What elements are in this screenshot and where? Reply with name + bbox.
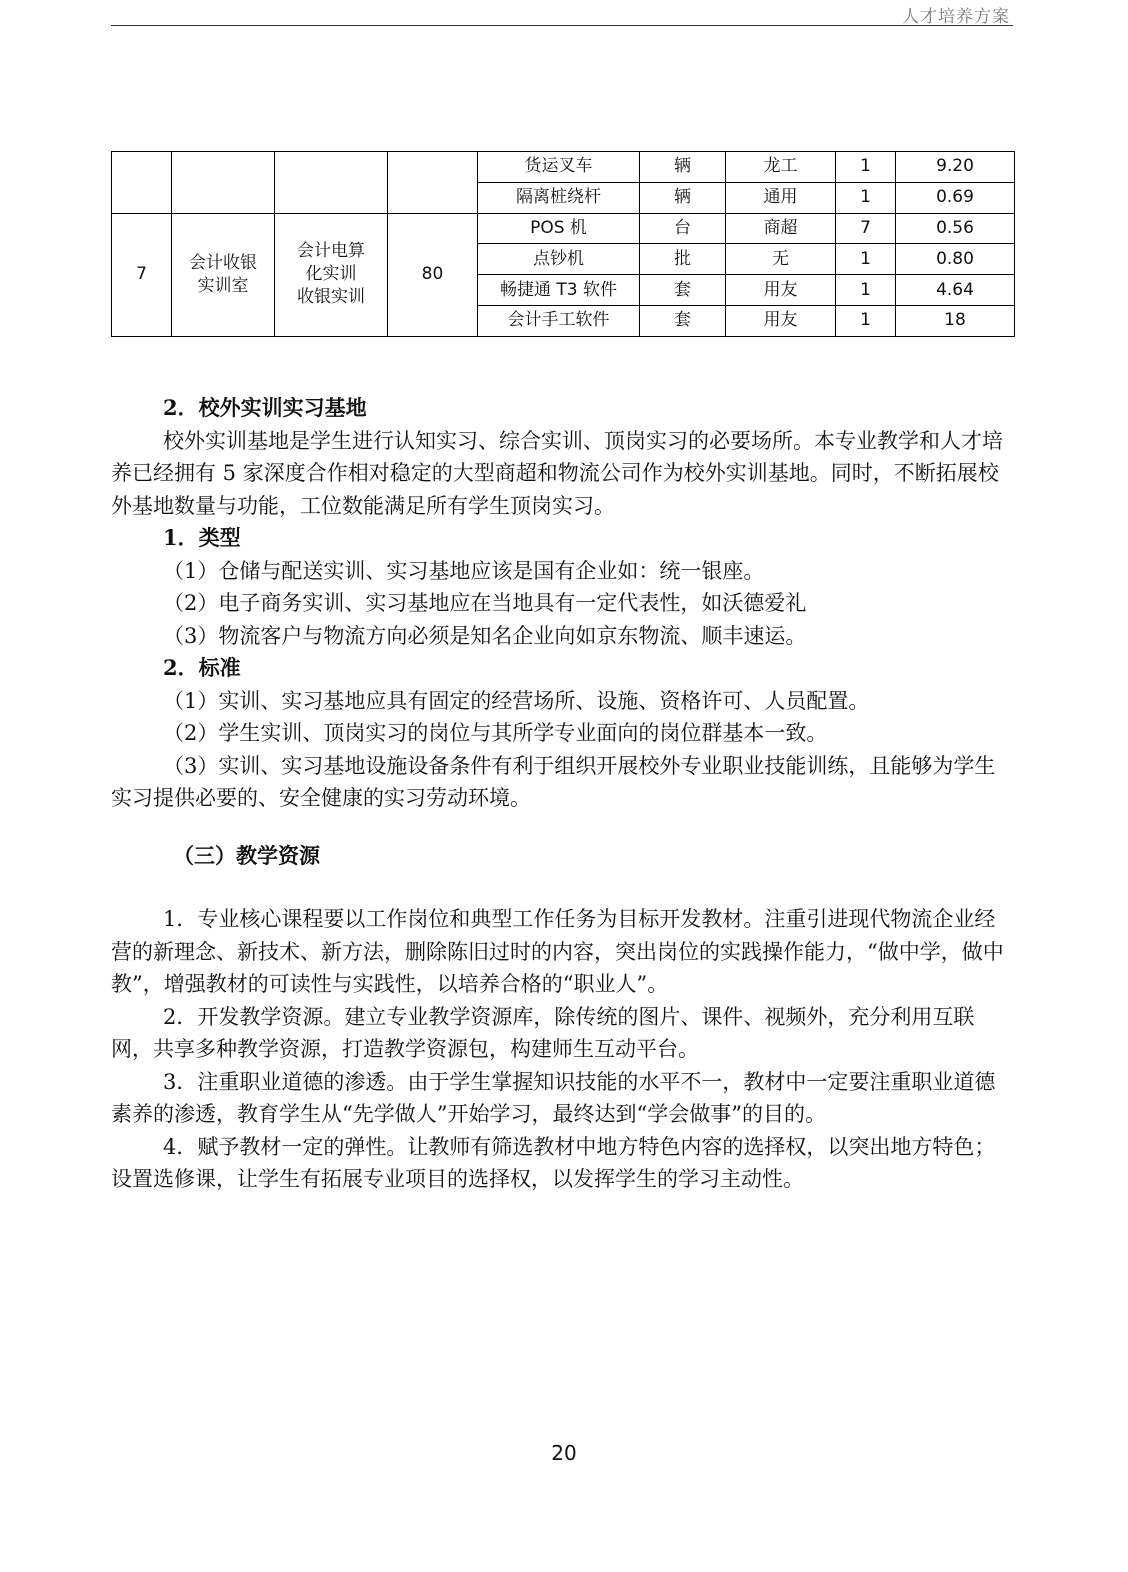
unit-cell: 台 (640, 213, 726, 244)
header-title: 人才培养方案 (902, 7, 1010, 27)
training-project-line: 会计电算 (297, 241, 365, 262)
section-heading: （三）教学资源 (173, 843, 320, 868)
stations-cell: 80 (388, 213, 478, 336)
list-item: （3）实训、实习基地设施设备条件有利于组织开展校外专业职业技能训练，且能够为学生实习提供必要的、安全健康的实习劳动环境。 (111, 753, 996, 810)
training-project-line: 收银实训 (297, 287, 365, 308)
subsection-heading: 1．类型 (163, 525, 241, 550)
brand-cell: 商超 (726, 213, 836, 244)
table-cell-empty (172, 152, 275, 214)
paragraph: 4．赋予教材一定的弹性。让教师有筛选教材中地方特色内容的选择权，以突出地方特色；设置选修课，让学生有拓展专业项目的选择权，以发挥学生的学习主动性。 (111, 1134, 996, 1191)
quantity-cell: 1 (836, 305, 896, 336)
equipment-name-cell: 货运叉车 (478, 152, 640, 183)
room-number-cell: 7 (112, 213, 172, 336)
list-item: （2）电子商务实训、实习基地应在当地具有一定代表性，如沃德爱礼 (163, 591, 807, 615)
paragraph: 2．开发教学资源。建立专业教学资源库，除传统的图片、课件、视频外，充分利用互联网，共享多种教学资源，打造教学资源包，构建师生互动平台。 (111, 1004, 975, 1061)
equipment-name-cell: 点钞机 (478, 244, 640, 275)
unit-cell: 套 (640, 275, 726, 306)
quantity-cell: 1 (836, 275, 896, 306)
price-cell: 0.69 (896, 182, 1015, 213)
page-body (111, 392, 1013, 1196)
quantity-cell: 1 (836, 182, 896, 213)
equipment-table (111, 151, 1015, 337)
table-cell-empty (112, 152, 172, 214)
equipment-name-cell: POS 机 (478, 213, 640, 244)
brand-cell: 龙工 (726, 152, 836, 183)
price-cell: 9.20 (896, 152, 1015, 183)
room-name-line: 会计收银 (189, 252, 257, 273)
unit-cell: 辆 (640, 182, 726, 213)
equipment-name-cell: 隔离桩绕杆 (478, 182, 640, 213)
unit-cell: 套 (640, 305, 726, 336)
room-name-cell (172, 213, 275, 336)
table-cell-empty (275, 152, 388, 214)
brand-cell: 通用 (726, 182, 836, 213)
training-project-line: 化实训 (305, 264, 357, 285)
quantity-cell: 1 (836, 152, 896, 183)
equipment-name-cell: 会计手工软件 (478, 305, 640, 336)
brand-cell: 无 (726, 244, 836, 275)
paragraph: 1．专业核心课程要以工作岗位和典型工作任务为目标开发教材。注重引进现代物流企业经营的新理念、新技术、新方法，删除陈旧过时的内容，突出岗位的实践操作能力，“做中学，做中教”，增强教材的可读性与实践性，以培养合格的“职业人”。 (111, 907, 1004, 996)
table-row (112, 152, 1015, 183)
price-cell: 0.56 (896, 213, 1015, 244)
training-project-cell (275, 213, 388, 336)
table-cell-empty (388, 152, 478, 214)
unit-cell: 辆 (640, 152, 726, 183)
list-item: （1）仓储与配送实训、实习基地应该是国有企业如：统一银座。 (163, 558, 765, 583)
price-cell: 0.80 (896, 244, 1015, 275)
page-number: 20 (551, 1441, 577, 1465)
list-item: （1）实训、实习基地应具有固定的经营场所、设施、资格许可、人员配置。 (163, 688, 870, 713)
subsection-heading: 2．标准 (163, 655, 241, 680)
section-heading: 2．校外实训实习基地 (163, 395, 367, 420)
price-cell: 4.64 (896, 275, 1015, 306)
table-row (112, 213, 1015, 244)
header-divider (111, 25, 1013, 26)
brand-cell: 用友 (726, 305, 836, 336)
quantity-cell: 1 (836, 244, 896, 275)
quantity-cell: 7 (836, 213, 896, 244)
paragraph: 3．注重职业道德的渗透。由于学生掌握知识技能的水平不一，教材中一定要注重职业道德素养的渗透，教育学生从“先学做人”开始学习，最终达到“学会做事”的目的。 (111, 1069, 996, 1126)
price-cell: 18 (896, 305, 1015, 336)
list-item: （2）学生实训、顶岗实习的岗位与其所学专业面向的岗位群基本一致。 (163, 721, 828, 745)
unit-cell: 批 (640, 244, 726, 275)
list-item: （3）物流客户与物流方向必须是知名企业向如京东物流、顺丰速运。 (163, 623, 807, 648)
paragraph: 校外实训基地是学生进行认知实习、综合实训、顶岗实习的必要场所。本专业教学和人才培养已经拥有 5 家深度合作相对稳定的大型商超和物流公司作为校外实训基地。同时，不断拓展校外基地数量与功能，工位数能满足所有学生顶岗实习。 (111, 428, 1003, 518)
room-name-line: 实训室 (197, 275, 249, 296)
equipment-name-cell: 畅捷通 T3 软件 (478, 275, 640, 306)
brand-cell: 用友 (726, 275, 836, 306)
